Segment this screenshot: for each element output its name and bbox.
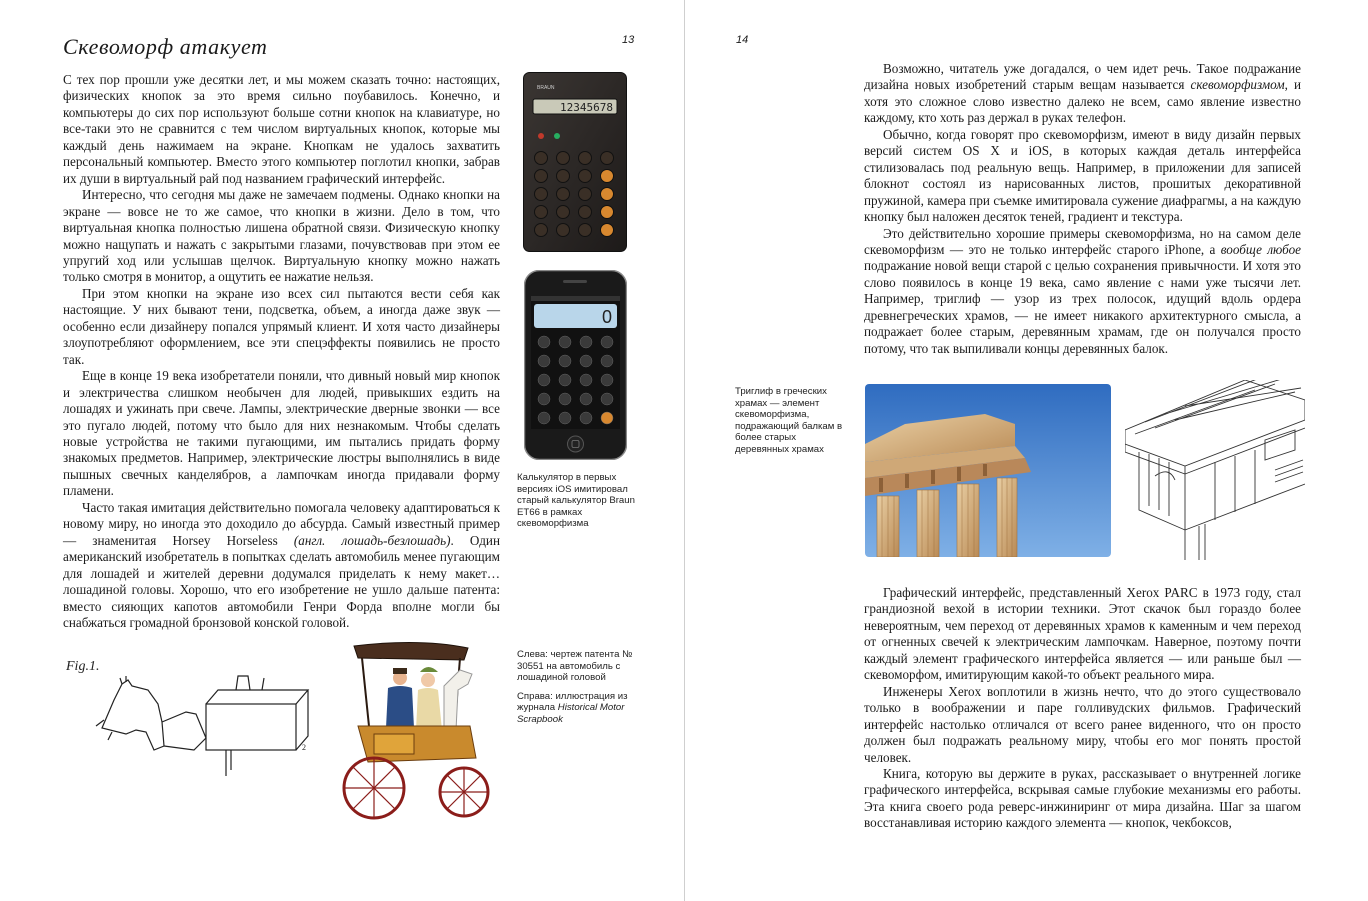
iphone-key [601, 355, 613, 367]
right-page [685, 0, 1368, 901]
calculator-key [557, 188, 570, 201]
calculator-key [557, 224, 570, 237]
calculator-key [601, 152, 614, 165]
paragraph: Это действительно хорошие примеры скевоморфизма, но на самом деле скевоморфизм — это не только интерфейс старого iPhone, а вообще любое подражание новой вещи старой с целью сохранения привычности. И хотя это слово появилось в конце 19 века, само явление с нами уже тысячи лет. Например, триглиф — узор из трех полосок, идущий вдоль ордера древнегреческих храмов, — не имеет никакого архитектурного смысла, а подражает более старым, деревянным храмам, где он получался просто потому, что так выпиливали концы деревянных балок. [864, 225, 1301, 356]
calculator-key [579, 188, 592, 201]
page-number-left: 13 [622, 34, 635, 46]
iphone-key [538, 393, 550, 405]
paragraph: Обычно, когда говорят про скевоморфизм, имеют в виду дизайн первых версий систем OS X и iOS, в которых каждая деталь интерфейса стилизовалась под реальную вещь. Например, в приложении для записей блокнот состоял из нарисованных листов, прошитых декоративной пружиной, камера при съемке имитировала сужение диафрагмы, а на каждую кнопку был наложен десяток теней, градиент и текстура. [864, 126, 1301, 225]
calculator-key [535, 170, 548, 183]
calculator-key [557, 152, 570, 165]
paragraph: Инженеры Xerox воплотили в жизнь нечто, что до этого существовало только в воображении и паре голливудских фильмов. Графический интерфейс настолько отличался от всего ранее виденного, что он просто должен был подражать реальному миру, чтобы его мог понять простой человек. [864, 683, 1301, 765]
calculator-key [601, 188, 614, 201]
right-body-text-bottom [864, 585, 1301, 832]
calculator-key [601, 206, 614, 219]
patent-drawing-image [66, 650, 316, 780]
paragraph: Графический интерфейс, представленный Xerox PARC в 1973 году, стал грандиозной вехой в истории техники. Этот скачок был гораздо более невероятным, чем переход от деревянных храмов к каменным и чем переход от огненных свечей к электрическим лампочкам. Наверное, поэтому почти каждый элемент графического интерфейса является — или раньше был — скевоморфом, имитирующим какой-то объект реального мира. [864, 585, 1301, 683]
left-body-text [63, 72, 500, 631]
iphone-key [580, 412, 592, 424]
iphone-display: 0 [601, 307, 612, 327]
iphone-key [580, 393, 592, 405]
patent-caption: Слева: чертеж патента № 30551 на автомобиль с лошадиной головой [517, 649, 633, 683]
calculator-display: 12345678 [560, 101, 613, 114]
iphone-key [538, 355, 550, 367]
iphone-key [601, 374, 613, 386]
calculator-key [535, 224, 548, 237]
calculator-key [601, 224, 614, 237]
braun-calculator-image [523, 72, 627, 252]
fig-label: Fig.1. [66, 659, 100, 674]
iphone-calculator-image [524, 270, 627, 460]
iphone-key [559, 355, 571, 367]
paragraph: С тех пор прошли уже десятки лет, и мы можем сказать точно: настоящих, физических кнопок за это время сильно поубавилось. Конечно, и компьютеры до сих пор используют больше сотни кнопок на клавиатуре, но все-таки это не сравнится с тем числом виртуальных кнопок, которые мы каждый день нажимаем на экране. Кнопкам не удалось захватить персональный компьютер. Вместо этого компьютер поглотил кнопки, забрав их души в виртуальный рай под названием графический интерфейс. [63, 72, 500, 186]
figure-captions [517, 649, 642, 732]
calculator-key [579, 206, 592, 219]
calculator-key [601, 170, 614, 183]
calculator-caption: Калькулятор в первых версиях iOS имитировал старый калькулятор Braun ET66 в рамках скевоморфизма [517, 472, 635, 529]
horsey-horseless-illustration [340, 640, 498, 825]
calculator-key [535, 206, 548, 219]
iphone-key [580, 336, 592, 348]
paragraph: Еще в конце 19 века изобретатели поняли, что дивный новый мир кнопок и электричества слишком необычен для людей, привыкших ездить на лошадях и ужинать при свече. Лампы, электрические дверные звонки — все это пугало людей, потому что было для них незнакомым. Чтобы сделать новые устройства не такими пугающими, им пытались придать форму знакомых предметов. Например, электрические люстры выполнялись в виде пышных свечных канделябров, а лампочкам иногда придавали форму пламени. [63, 368, 500, 499]
calculator-key [579, 224, 592, 237]
calculator-key [579, 170, 592, 183]
wooden-temple-drawing [1125, 380, 1305, 560]
greek-temple-photo [865, 384, 1111, 557]
iphone-key [580, 374, 592, 386]
iphone-key [538, 336, 550, 348]
iphone-key [601, 412, 613, 424]
iphone-key [559, 393, 571, 405]
triglyph-caption: Триглиф в греческих храмах — элемент скевоморфизма, подражающий балкам в более старых деревянных храмах [735, 386, 843, 455]
iphone-key [559, 412, 571, 424]
iphone-key [559, 336, 571, 348]
iphone-key [559, 374, 571, 386]
iphone-key [580, 355, 592, 367]
paragraph: Книга, которую вы держите в руках, рассказывает о внутренней логике графического интерфейса, вскрывая самые глубокие механизмы его работы. Эта книга своего рода реверс-инжиниринг от мира дизайна. Шаг за шагом восстанавливая историю каждого элемента — кнопок, чекбоксов, [864, 765, 1301, 831]
iphone-key [601, 336, 613, 348]
iphone-key [538, 412, 550, 424]
iphone-key [601, 393, 613, 405]
paragraph: Интересно, что сегодня мы даже не замечаем подмены. Однако кнопки на экране — вовсе не то же самое, что кнопки в жизни. Дело в том, что виртуальная кнопка полностью лишена обратной связи. Физическую кнопку можно нащупать и нажать с закрытыми глазами, почувствовав при этом ее упругий ход или услышав щелчок. Виртуальную кнопку можно нажать только смотря в монитор, а ощутить ее нажатие нельзя. [63, 187, 500, 285]
scrapbook-caption: Справа: иллюстрация из журнала Historical Motor Scrapbook [517, 690, 628, 725]
paragraph: Часто такая имитация действительно помогала человеку адаптироваться к новому миру, но иногда это доходило до абсурда. Самый известный пример — знаменитая Horsey Horseless (англ. лошадь-безлошадь). Один американский изобретатель в попытках сделать автомобиль менее пугающим для лошадей и жителей деревни додумался приделать к нему макет… лошадиной головы. Хорошо, что его изобретение не ушло дальше патента: вместо сияющих капотов автомобили Генри Форда вполне могли бы снабжаться громадной бронзовой конской головой. [63, 499, 501, 630]
iphone-key [538, 374, 550, 386]
paragraph: При этом кнопки на экране изо всех сил пытаются вести себя как настоящие. У них бывают тени, подсветка, объем, а иногда даже звук — особенно если дизайнеру попался упрямый клиент. И хотя часто дизайнеры злоупотребляют оформлением, все эти спецэффекты появились не просто так. [63, 285, 500, 367]
calculator-key [535, 152, 548, 165]
chapter-title: Скевоморф атакует [63, 34, 268, 59]
svg-text:BRAUN: BRAUN [537, 85, 555, 91]
calculator-key [557, 170, 570, 183]
paragraph: Возможно, читатель уже догадался, о чем идет речь. Такое подражание дизайна новых изобретений старым вещам называется скевоморфизмом, и хотя это сложное слово известно далеко не всем, само явление известно каждому, кто хоть раз держал в руках телефон. [864, 61, 1302, 126]
right-body-text-top [864, 61, 1301, 357]
calculator-key [557, 206, 570, 219]
svg-text:2: 2 [302, 743, 306, 752]
page-number-right: 14 [736, 34, 749, 46]
calculator-key [579, 152, 592, 165]
calculator-key [535, 188, 548, 201]
